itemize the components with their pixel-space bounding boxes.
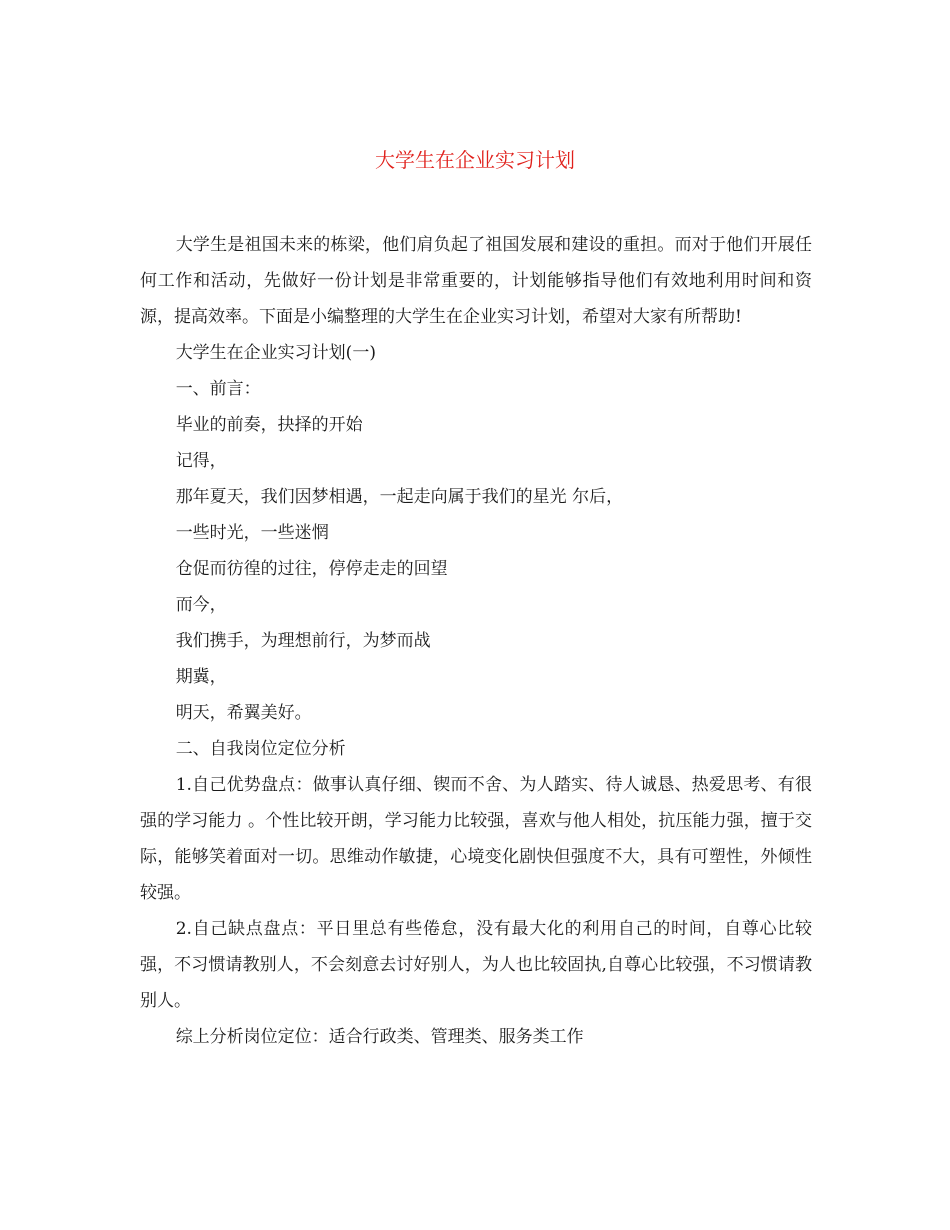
paragraph-poem-line: 那年夏天，我们因梦相遇，一起走向属于我们的星光 尔后， [175,487,624,507]
paragraph-plan-heading: 大学生在企业实习计划(一) [175,343,376,363]
document-body [140,227,812,1055]
paragraph-conclusion: 综上分析岗位定位：适合行政类、管理类、服务类工作 [175,1027,584,1047]
paragraph-section-preface: 一、前言： [175,379,261,399]
document-title: 大学生在企业实习计划 [375,148,575,172]
paragraph-poem-line: 记得， [175,451,227,471]
paragraph-poem-line: 期冀， [175,667,227,687]
paragraph-poem-line: 明天，希翼美好。 [175,703,312,723]
paragraph-poem-line: 一些时光，一些迷惘 [175,523,329,543]
paragraph-poem-line: 我们携手，为理想前行，为梦而战 [175,631,431,651]
paragraph-section-self-analysis: 二、自我岗位定位分析 [175,739,346,759]
paragraph-intro: 大学生是祖国未来的栋梁，他们肩负起了祖国发展和建设的重担。而对于他们开展任何工作和活动，先做好一份计划是非常重要的，计划能够指导他们有效地利用时间和资源，提高效率。下面是小编整理的大学生在企业实习计划，希望对大家有所帮助! [140,235,812,327]
paragraph-poem-line: 而今， [175,595,227,615]
paragraph-poem-line: 毕业的前奏，抉择的开始 [175,415,363,435]
paragraph-strengths: 1.自己优势盘点：做事认真仔细、锲而不舍、为人踏实、待人诚恳、热爱思考、有很强的学习能力 。个性比较开朗，学习能力比较强，喜欢与他人相处，抗压能力强，擅于交际，能够笑着面对一切。思维动作敏捷，心境变化剧快但强度不大，具有可塑性，外倾性较强。 [140,775,812,903]
paragraph-weaknesses: 2.自己缺点盘点：平日里总有些倦怠，没有最大化的利用自己的时间，自尊心比较强，不习惯请教别人，不会刻意去讨好别人，为人也比较固执,自尊心比较强，不习惯请教别人。 [140,919,812,1011]
paragraph-poem-line: 仓促而彷徨的过往，停停走走的回望 [175,559,448,579]
